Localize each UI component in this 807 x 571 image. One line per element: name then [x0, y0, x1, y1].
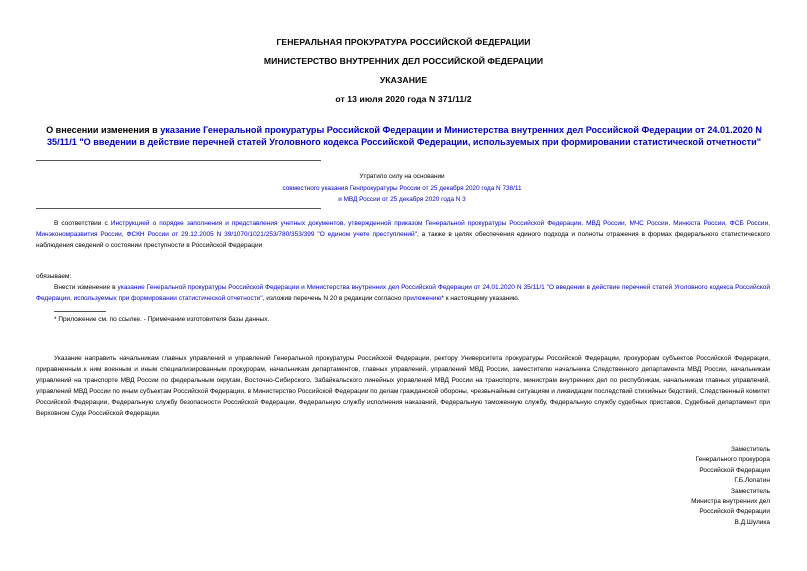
org2-heading: МИНИСТЕРСТВО ВНУТРЕННИХ ДЕЛ РОССИЙСКОЙ ФЕДЕРАЦИИ	[263, 56, 544, 66]
doc-type-heading: УКАЗАНИЕ	[379, 75, 428, 85]
doc-date-number: от 13 июля 2020 года N 371/11/2	[335, 94, 472, 104]
sig-line: Российской Федерации	[699, 466, 770, 474]
sig-line: Заместитель	[731, 446, 770, 453]
p2-prefix: Внести изменение в	[54, 284, 118, 291]
amended-decree-link[interactable]: указание Генеральной прокуратуры Российской Федерации и Министерства внутренних дел Российской Федерации от 24.01.2020 N 35/11/1 "О введении в действие перечней статей Уголовного кодекса Российской Федерации, используемых при формировании статистической отчетности"	[36, 284, 770, 303]
divider-top	[36, 160, 321, 161]
document-title	[36, 124, 772, 148]
status-note-link1[interactable]: совместного указания Генпрокуратуры России от 25 декабря 2020 года N 738/11	[282, 184, 522, 192]
sig-line: Заместитель	[731, 487, 770, 495]
p2-suffix: * к настоящему указанию.	[441, 295, 520, 303]
sig-line: Генерального прокурора	[695, 456, 770, 464]
p1-suffix: , а также в целях обеспечения единого подхода и полноты отражения в формах федерального статистического наблюдения сведений о состоянии преступности в Российской Федерации	[36, 231, 770, 250]
paragraph-distribution: Указание направить начальникам главных управлений и управлений Генеральной прокуратуры Российской Федерации, ректору Университета прокуратуры Российской Федерации, прокурорам субъектов Российской Федерации, приравненным к ним военным и иным специализированным прокурорам, начальникам департаментов, главных управлений, управлений МВД России, заместителю начальника Следственного департамента МВД России, начальникам управлений на транспорте МВД России по федеральным округам, Восточно-Сибирского, Забайкальского линейных управлений МВД России на транспорте, министрам внутренних дел по республикам, начальникам главных управлений, управлений МВД России по иным субъектам Российской Федерации, в Министерство Российской Федерации по делам гражданской обороны, чрезвычайным ситуациям и ликвидации последствий стихийных бедствий, Следственный комитет Российской Федерации, Федеральную службу безопасности Российской Федерации, Федеральную службу исполнения наказаний, Федеральную таможенную службу, Федеральную службу судебных приставов, Судебный департамент при Верховном Суде Российской Федерации.	[36, 355, 770, 418]
divider-bottom	[36, 208, 321, 209]
status-note-link2[interactable]: и МВД России от 25 декабря 2020 года N 3	[338, 196, 466, 203]
org1-heading: ГЕНЕРАЛЬНАЯ ПРОКУРАТУРА РОССИЙСКОЙ ФЕДЕРАЦИИ	[276, 37, 531, 47]
obligate-text: обязываем:	[36, 273, 72, 280]
title-prefix: О внесении изменения в	[46, 125, 161, 135]
sig-line: Министра внутренних дел	[691, 498, 770, 506]
signature-block	[550, 445, 770, 528]
instruction-link[interactable]: Инструкцией о порядке заполнения и представления учетных документов, утвержденной приказом Генеральной прокуратуры Российской Федерации, МВД России, МЧС России, Минюста России, ФСБ России, Минэкономразвития России, ФСКН России от 29.12.2005 N 39/1070/1021/253/780/353/399 "О едином учете преступлений"	[36, 220, 771, 239]
status-note-line1: Утратило силу на основании	[359, 173, 445, 180]
footnote: * Приложение см. по ссылке. - Примечание изготовителя базы данных.	[54, 316, 270, 323]
sig-line: В.Д.Шулика	[734, 518, 770, 526]
p2-middle: , изложив перечень N 20 в редакции согласно	[262, 295, 404, 303]
footnote-rule	[54, 311, 106, 312]
paragraph-amendment	[36, 282, 770, 304]
title-link[interactable]: указание Генеральной прокуратуры Российской Федерации и Министерства внутренних дел Российской Федерации от 24.01.2020 N 35/11/1 "О введении в действие перечней статей Уголовного кодекса Российской Федерации, используемых при формировании статистической отчетности"	[46, 125, 762, 147]
appendix-link[interactable]: приложению	[403, 295, 442, 303]
sig-line: Г.Б.Лопатин	[734, 477, 770, 485]
status-note	[180, 171, 624, 206]
sig-line: Российской Федерации	[699, 508, 770, 516]
p1-prefix: В соответствии с	[54, 220, 111, 227]
paragraph-basis	[36, 218, 770, 251]
